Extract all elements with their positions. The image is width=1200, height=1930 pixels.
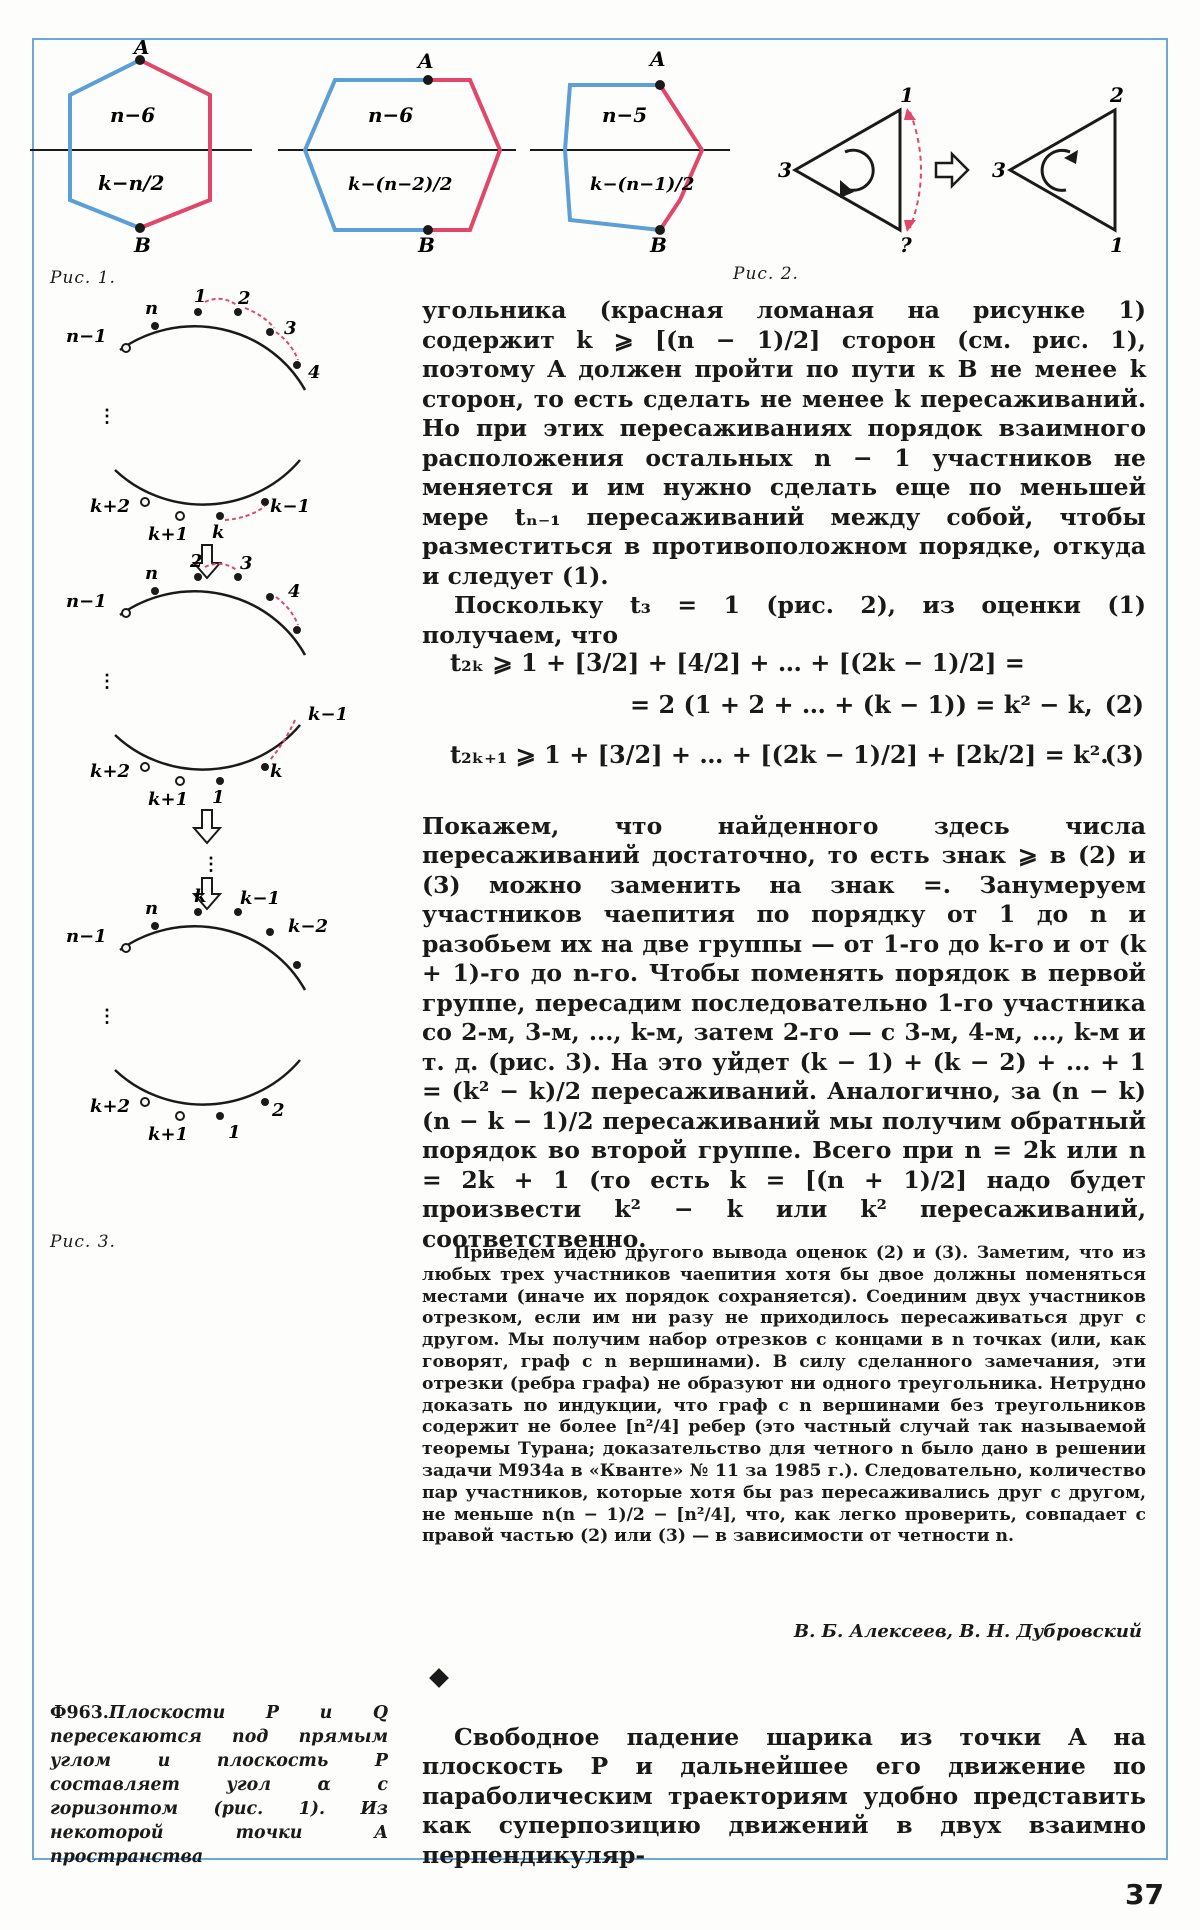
svg-text:⋮: ⋮	[98, 406, 116, 427]
figure-3	[60, 280, 360, 1220]
fig2-left-rotation-icon	[845, 150, 873, 190]
svg-text:2: 2	[190, 551, 203, 572]
svg-text:⋮: ⋮	[98, 1006, 116, 1027]
main-text-middle	[422, 788, 1146, 1278]
hex2-bottom-label: k−(n−2)/2	[348, 174, 453, 195]
svg-text:1: 1	[228, 1122, 241, 1143]
svg-text:⋮: ⋮	[98, 671, 116, 692]
down-arrow-2	[194, 810, 220, 843]
paragraph-3: Покажем, что найденного здесь числа пересаживаний достаточно, то есть знак ⩾ в (2) и (3) можно заменить на знак =. Занумеруем участников чаепития по порядку от 1 до n и разобьем их на две группы — от 1-го до k-го и от (k + 1)-го до n-го. Чтобы поменять порядок в первой группе, пересадим последовательно 1-го участника со 2-м, 3-м, ..., k-м, затем 2-го — с 3-м, 4-м, ..., k-м и т. д. (рис. 3). На это уйдет (k − 1) + (k − 2) + ... + 1 = (k² − k)/2 пересаживаний. Аналогично, за (n − k)(n − k − 1)/2 пересаживаний мы получим обратный порядок во второй группе. Всего при n = 2k или n = 2k + 1 (то есть k = [(n + 1)/2] надо будет произвести k² − k или k² пересаживаний, соответственно.	[422, 811, 1146, 1253]
svg-text:k: k	[194, 886, 207, 907]
fig2-right-rotation-icon	[1042, 150, 1070, 190]
authors: В. Б. Алексеев, В. Н. Дубровский	[793, 1621, 1142, 1642]
main-text-top	[422, 296, 1146, 650]
hex3-top-label: n−5	[602, 103, 648, 127]
formula-line-1: t₂ₖ ⩾ 1 + [3/2] + [4/2] + … + [(2k − 1)/2] =	[450, 648, 1025, 677]
fig2-left-label-q: ?	[900, 233, 912, 257]
svg-text:⋮: ⋮	[202, 854, 220, 875]
problem-statement	[50, 1701, 388, 1869]
svg-text:k: k	[270, 761, 283, 782]
formula-line-2: = 2 (1 + 2 + … + (k − 1)) = k² − k,	[630, 690, 1093, 719]
formula-line-3: t₂ₖ₊₁ ⩾ 1 + [3/2] + … + [(2k − 1)/2] + [2k/2] = k².	[450, 740, 1109, 769]
svg-text:k−1: k−1	[240, 888, 281, 909]
paragraph-2: Поскольку t₃ = 1 (рис. 2), из оценки (1) получаем, что	[422, 591, 1146, 649]
figure-1-caption: Рис. 1.	[50, 268, 116, 288]
c1-label-1: 1	[194, 286, 207, 307]
c1-label-n: n	[145, 298, 159, 319]
svg-text:1: 1	[212, 787, 225, 808]
problem-id: Ф963.	[50, 1703, 109, 1723]
c1-label-k-1: k−1	[270, 496, 311, 517]
paragraph-4: Свободное падение шарика из точки A на плоскость P и дальнейшее его движение по параболическим траекториям удобно представить как суперпозицию движений в двух взаимно перпендикуляр-	[422, 1722, 1146, 1869]
svg-text:k+2: k+2	[90, 761, 131, 782]
fig2-left-label-1: 1	[900, 83, 914, 107]
svg-text:3: 3	[240, 553, 253, 574]
c1-label-k: k	[212, 522, 225, 543]
fig2-left-label-3: 3	[778, 158, 792, 182]
svg-text:n−1: n−1	[66, 926, 107, 947]
formula-number-2: (2)	[1104, 690, 1144, 719]
problem-text: Плоскости P и Q пересекаются под прямым углом и плоскость P составляет угол α с горизонтом (рис. 1). Из некоторой точки A пространства	[50, 1703, 388, 1867]
svg-text:k+1: k+1	[148, 1124, 189, 1145]
c1-label-2: 2	[238, 288, 251, 309]
hex2-label-a: A	[418, 49, 434, 73]
hex3-red-path	[660, 85, 702, 230]
c1-label-3: 3	[284, 318, 297, 339]
svg-text:n: n	[145, 563, 159, 584]
svg-text:n−1: n−1	[66, 591, 107, 612]
fig2-left-triangle	[795, 110, 900, 230]
hex1-bottom-label: k−n/2	[98, 171, 165, 195]
figure-1	[30, 40, 730, 270]
hex1-label-a: A	[134, 40, 150, 59]
hex3-bottom-label: k−(n−1)/2	[590, 174, 695, 195]
hex2-label-b: B	[418, 233, 435, 257]
hex1-red-path	[140, 60, 210, 228]
svg-text:4: 4	[288, 581, 301, 602]
hex3-label-b: B	[650, 233, 667, 257]
circle1-top-arc	[120, 326, 305, 390]
page-number: 37	[1125, 1878, 1164, 1911]
svg-text:k−2: k−2	[288, 916, 329, 937]
hex1-label-b: B	[134, 233, 151, 257]
hex3-label-a: A	[650, 47, 666, 71]
paragraph-1: угольника (красная ломаная на рисунке 1) содержит k ⩾ [(n − 1)/2] сторон (см. рис. 1), поэтому A должен пройти по пути к B не менее k сторон, то есть сделать не менее k пересаживаний. Но при этих пересаживаниях порядок взаимного расположения остальных n − 1 участников не меняется и им нужно сделать еще по меньшей мере tₙ₋₁ пересаживаний между собой, чтобы разместиться в противоположном порядке, откуда и следует (1).	[422, 296, 1146, 590]
c1-label-k+1: k+1	[148, 524, 189, 545]
svg-text:n: n	[145, 898, 159, 919]
hex1-blue-path	[70, 60, 140, 228]
figure-2	[770, 80, 1140, 260]
svg-text:k+1: k+1	[148, 789, 189, 810]
fig2-right-label-1: 1	[1110, 233, 1124, 257]
figure-2-caption: Рис. 2.	[733, 264, 799, 284]
hex2-red-path	[428, 80, 500, 230]
c1-label-n-1: n−1	[66, 326, 107, 347]
fig2-red-swap-arrow	[910, 112, 921, 228]
c1-label-4: 4	[308, 362, 321, 383]
svg-text:k+2: k+2	[90, 1096, 131, 1117]
formula-number-3: (3)	[1104, 740, 1144, 769]
fig2-right-triangle	[1010, 110, 1115, 230]
hex2-top-label: n−6	[368, 103, 414, 127]
small-print-paragraph: Приведем идею другого вывода оценок (2) и (3). Заметим, что из любых трех участников чаепития хотя бы двое должны поменяться местами (иначе их порядок сохраняется). Соединим двух участников отрезком, если им ни разу не приходилось пересаживаться друг с другом. Мы получим набор отрезков с концами в n точках (или, как говорят, граф с n вершинами). В силу сделанного замечания, эти отрезки (ребра графа) не образуют ни одного треугольника. Нетрудно доказать по индукции, что граф с n вершинами без треугольников содержит не более [n²/4] ребер (это частный случай так называемой теоремы Турана; доказательство для четного n было дано в решении задачи М934а в «Кванте» № 11 за 1985 г.). Следовательно, количество пар участников, которые хотя бы раз пересаживались друг с другом, не меньше n(n − 1)/2 − [n²/4], что, как легко проверить, совпадает с правой частью (2) или (3) — в зависимости от четности n.	[422, 1243, 1146, 1547]
figure-3-caption: Рис. 3.	[50, 1232, 116, 1252]
hex1-top-label: n−6	[110, 103, 156, 127]
svg-text:k−1: k−1	[308, 704, 349, 725]
svg-text:2: 2	[272, 1100, 285, 1121]
main-text-bottom	[422, 1699, 1146, 1894]
fig2-right-label-3: 3	[992, 158, 1006, 182]
fig2-implies-arrow	[936, 154, 968, 186]
fig2-right-label-2: 2	[1110, 83, 1124, 107]
c1-label-k+2: k+2	[90, 496, 131, 517]
